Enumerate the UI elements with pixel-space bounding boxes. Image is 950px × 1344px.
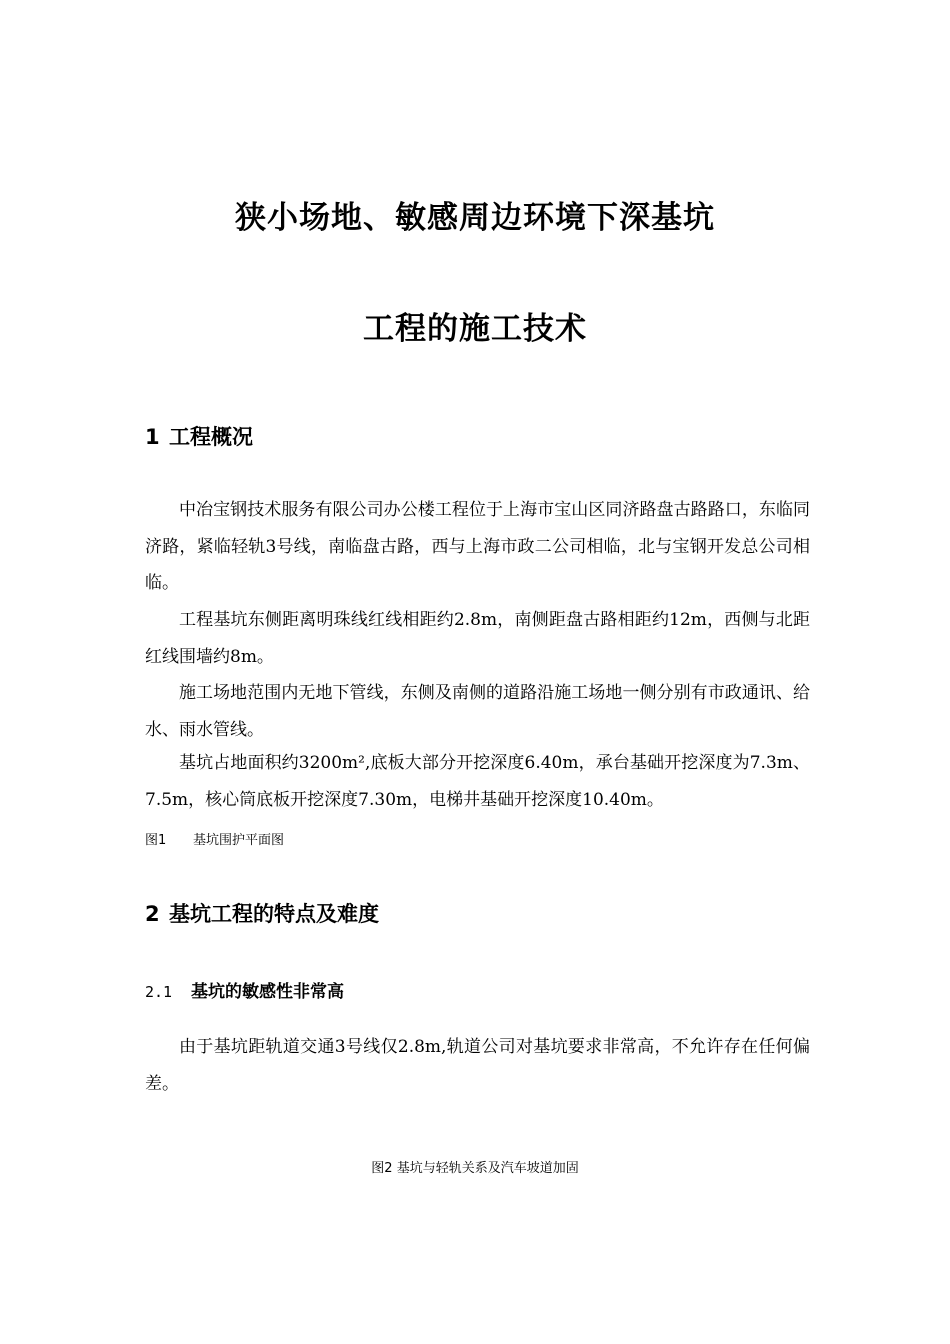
section-2-number: 2 — [145, 902, 160, 926]
section-1-paragraph-4: 基坑占地面积约3200m²,底板大部分开挖深度6.40m，承台基础开挖深度为7.3m、7.5m，核心筒底板开挖深度7.30m，电梯井基础开挖深度10.40m。 — [145, 753, 810, 810]
section-1-paragraph-1: 中冶宝钢技术服务有限公司办公楼工程位于上海市宝山区同济路盘古路路口，东临同济路，紧临轻轨3号线，南临盘古路，西与上海市政二公司相临，北与宝钢开发总公司相临。 — [145, 500, 810, 593]
figure-2-caption — [0, 1157, 950, 1176]
subsection-2-1-number: 2.1 — [145, 983, 173, 1001]
section-1-heading — [145, 421, 253, 451]
section-1-title: 工程概况 — [169, 425, 253, 449]
section-1-paragraph-2: 工程基坑东侧距离明珠线红线相距约2.8m，南侧距盘古路相距约12m，西侧与北距红线围墙约8m。 — [145, 610, 810, 667]
subsection-2-1-title: 基坑的敏感性非常高 — [191, 982, 344, 1002]
section-1-paragraph-3: 施工场地范围内无地下管线，东侧及南侧的道路沿施工场地一侧分别有市政通讯、给水、雨水管线。 — [145, 683, 810, 740]
subsection-2-1-paragraph: 由于基坑距轨道交通3号线仅2.8m,轨道公司对基坑要求非常高，不允许存在任何偏差。 — [145, 1037, 810, 1094]
document-title-line-2: 工程的施工技术 — [363, 311, 587, 347]
document-title-line-1: 狭小场地、敏感周边环境下深基坑 — [235, 200, 715, 236]
figure-2-number: 图2 — [371, 1161, 393, 1176]
figure-1-title: 基坑围护平面图 — [193, 833, 285, 848]
figure-1-caption — [145, 829, 284, 848]
figure-1-number: 图1 — [145, 833, 167, 848]
section-1-number: 1 — [145, 425, 160, 449]
section-2-title: 基坑工程的特点及难度 — [169, 902, 379, 926]
figure-2-title: 基坑与轻轨关系及汽车坡道加固 — [396, 1161, 579, 1176]
subsection-2-1-heading — [145, 977, 344, 1002]
section-2-heading — [145, 898, 379, 928]
